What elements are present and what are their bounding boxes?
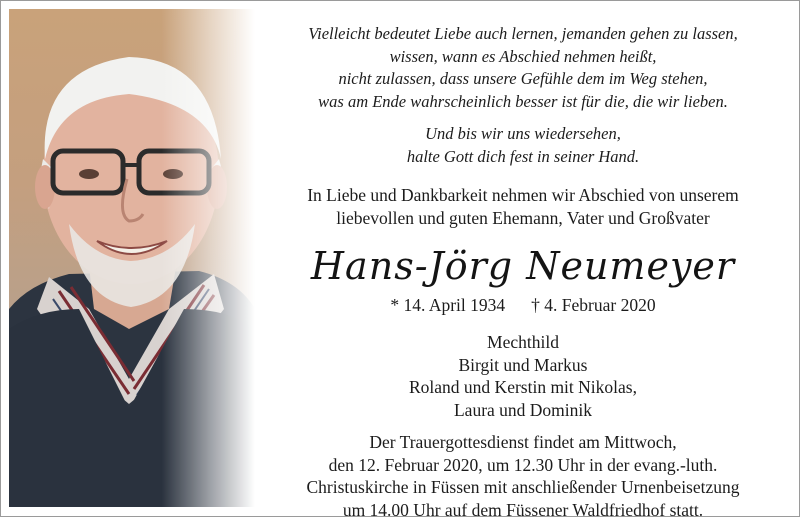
life-dates [263, 294, 783, 317]
photo-fade-overlay [9, 9, 255, 507]
service-line: den 12. Februar 2020, um 12.30 Uhr in der evang.-luth. [328, 454, 718, 475]
intro-line: liebevollen und guten Ehemann, Vater und Großvater [336, 208, 710, 228]
service-line: Der Trauergottesdienst findet am Mittwoch, [369, 432, 677, 452]
poem-closing-line: Und bis wir uns wiedersehen, [425, 124, 621, 143]
poem-line: Vielleicht bedeutet Liebe auch lernen, jemanden gehen zu lassen, [308, 24, 738, 43]
family-member: Roland und Kerstin mit Nikolas, [409, 377, 637, 397]
family-member: Laura und Dominik [453, 399, 593, 420]
death-date: † 4. Februar 2020 [531, 295, 656, 315]
poem-line: nicht zulassen, dass unsere Gefühle dem im Weg stehen, [338, 69, 708, 88]
service-line: um 14.00 Uhr auf dem Füssener Waldfriedhof statt. [342, 499, 704, 517]
farewell-intro [263, 184, 783, 230]
family-member: Birgit und Markus [458, 354, 588, 375]
notice-text [263, 23, 783, 517]
poem-line: was am Ende wahrscheinlich besser ist für die, die wir lieben. [318, 91, 728, 111]
poem-closing-line: halte Gott dich fest in seiner Hand. [406, 146, 640, 166]
portrait-photo [9, 9, 255, 507]
intro-line: In Liebe und Dankbarkeit nehmen wir Abschied von unserem [307, 185, 739, 205]
service-info [263, 431, 783, 517]
service-line: Christuskirche in Füssen mit anschließender Urnenbeisetzung [306, 477, 740, 497]
poem-line: wissen, wann es Abschied nehmen heißt, [389, 46, 657, 66]
family-list [263, 331, 783, 421]
deceased-name: Hans-Jörg Neumeyer [310, 244, 736, 288]
poem-closing [263, 123, 783, 168]
family-member: Mechthild [487, 332, 559, 352]
poem [263, 23, 783, 113]
birth-date: * 14. April 1934 [390, 295, 506, 315]
